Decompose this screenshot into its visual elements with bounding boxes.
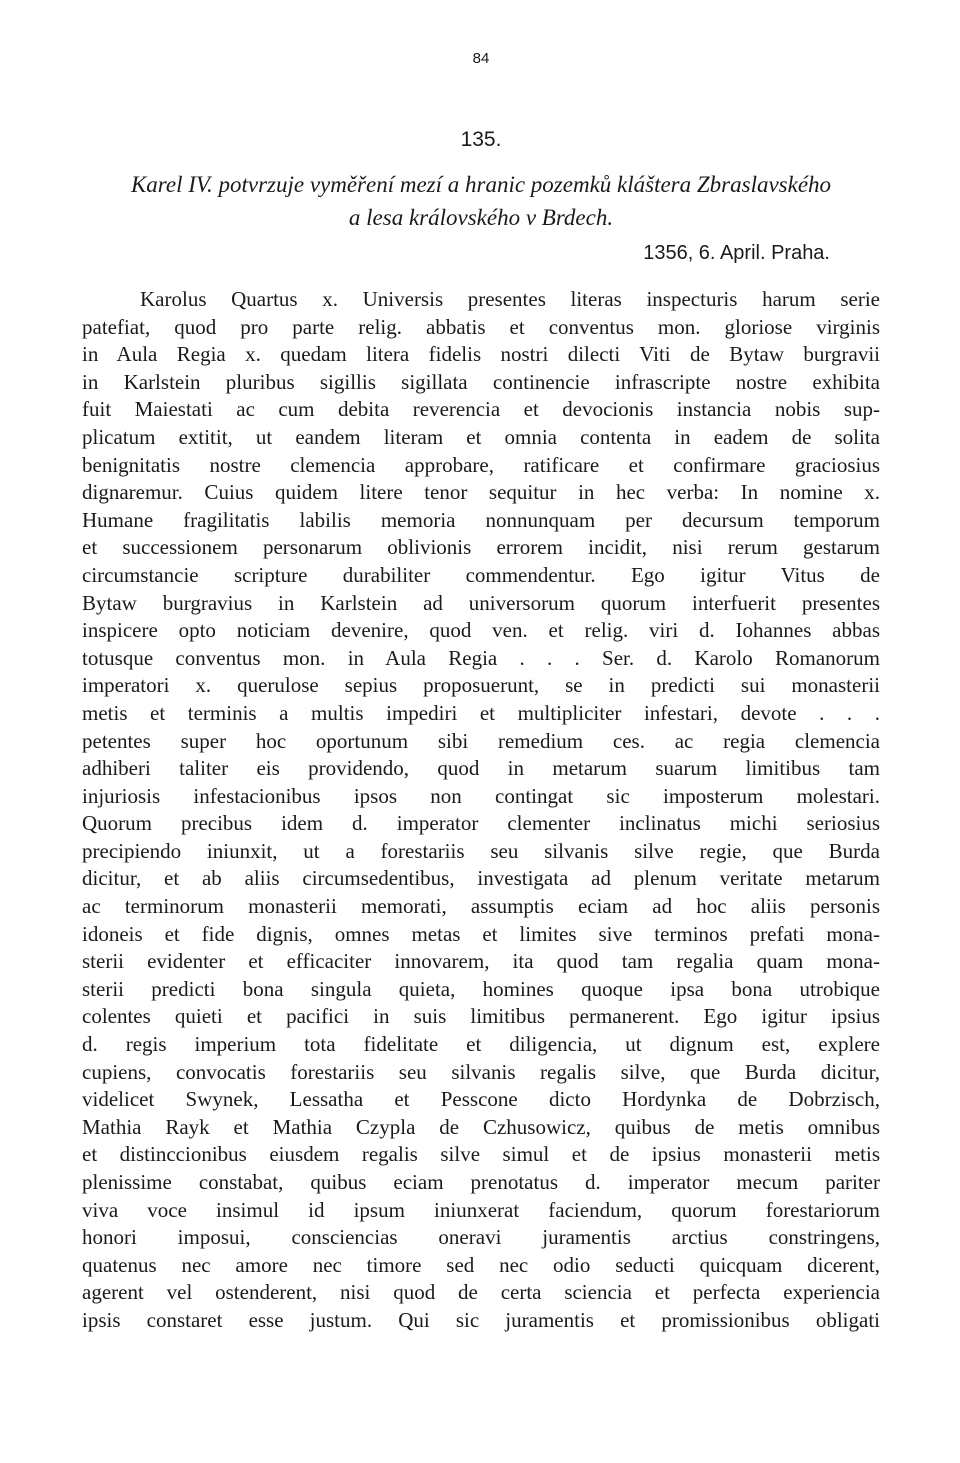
text-line: patefiat, quod pro parte relig. abbatis et conventus mon. gloriose virginis xyxy=(82,314,880,339)
text-line: sterii evidenter et efficaciter innovarem, ita quod tam regalia quam mona- xyxy=(82,949,880,974)
text-line: totusque conventus mon. in Aula Regia . . . Ser. d. Karolo Romanorum xyxy=(82,645,880,670)
text-line: honori imposui, consciencias oneravi juramentis arctius constringens, xyxy=(82,1225,880,1250)
text-line: in Aula Regia x. quedam litera fidelis nostri dilecti Viti de Bytaw burgravii xyxy=(82,342,880,367)
dateline: 1356, 6. April. Praha. xyxy=(643,242,830,264)
text-line: in Karlstein pluribus sigillis sigillata continencie infrascripte nostre exhibita xyxy=(82,369,880,394)
text-line: fuit Maiestati ac cum debita reverencia et devocionis instancia nobis sup- xyxy=(82,397,880,422)
text-line: viva voce insimul id ipsum iniunxerat faciendum, quorum forestariorum xyxy=(82,1197,880,1222)
text-line: metis et terminis a multis impediri et multipliciter infestari, devote . . . xyxy=(82,700,880,725)
text-line: et distinccionibus eiusdem regalis silve simul et de ipsius monasterii metis xyxy=(82,1142,880,1167)
document-number: 135. xyxy=(460,128,502,151)
text-line: quatenus nec amore nec timore sed nec odio seducti quicquam dicerent, xyxy=(82,1252,880,1277)
text-line: petentes super hoc oportunum sibi remedium ces. ac regia clemencia xyxy=(82,728,880,753)
text-line: idoneis et fide dignis, omnes metas et limites sive terminos prefati mona- xyxy=(82,921,880,946)
heading-line: a lesa královského v Brdech. xyxy=(348,205,614,230)
text-line: colentes quieti et pacifici in suis limitibus permanerent. Ego igitur ipsius xyxy=(82,1004,880,1029)
text-line: dicitur, et ab aliis circumsedentibus, investigata ad plenum veritate metarum xyxy=(82,866,880,891)
text-line: Bytaw burgravius in Karlstein ad universorum quorum interfuerit presentes xyxy=(82,590,880,615)
text-line: benignitatis nostre clemencia approbare, ratificare et confirmare graciosius xyxy=(82,452,880,477)
text-line: precipiendo iniunxit, ut a forestariis seu silvanis silve regie, que Burda xyxy=(82,838,880,863)
text-line: plicatum extitit, ut eandem literam et omnia contenta in eadem de solita xyxy=(82,424,880,449)
text-line: adhiberi taliter eis providendo, quod in metarum suarum limitibus tam xyxy=(82,756,880,781)
text-line: ipsis constaret esse justum. Qui sic juramentis et promissionibus obligati xyxy=(82,1307,880,1332)
text-line: inspicere opto noticiam devenire, quod ven. et relig. viri d. Iohannes abbas xyxy=(82,618,880,643)
text-line: circumstancie scripture durabiliter commendentur. Ego igitur Vitus de xyxy=(82,562,880,587)
text-line: d. regis imperium tota fidelitate et diligencia, ut dignum est, explere xyxy=(82,1032,880,1057)
text-line: cupiens, convocatis forestariis seu silvanis regalis silve, que Burda dicitur, xyxy=(82,1059,880,1084)
heading-line: Karel IV. potvrzuje vyměření mezí a hranic pozemků kláštera Zbraslavského xyxy=(130,172,832,197)
text-line: sterii predicti bona singula quieta, homines quoque ipsa bona utrobique xyxy=(82,976,880,1001)
text-line: injuriosis infestacionibus ipsos non contingat sic imposterum molestari. xyxy=(82,783,880,808)
text-line: Humane fragilitatis labilis memoria nonnunquam per decursum temporum xyxy=(82,507,880,532)
page-number: 84 xyxy=(472,50,490,67)
text-line: plenissime constabat, quibus eciam prenotatus d. imperator mecum pariter xyxy=(82,1170,880,1194)
text-line: Karolus Quartus x. Universis presentes literas inspecturis harum serie xyxy=(140,287,880,311)
text-line: agerent vel ostenderent, nisi quod de certa sciencia et perfecta experiencia xyxy=(82,1280,880,1305)
document-heading xyxy=(82,168,880,234)
body-text xyxy=(82,286,880,1335)
text-line: Mathia Rayk et Mathia Czypla de Czhusowicz, quibus de metis omnibus xyxy=(82,1114,880,1139)
text-line: imperatori x. querulose sepius proposuerunt, se in predicti sui monasterii xyxy=(82,673,880,698)
text-line: videlicet Swynek, Lessatha et Pesscone dicto Hordynka de Dobrzisch, xyxy=(82,1087,880,1112)
text-line: et successionem personarum oblivionis errorem incidit, nisi rerum gestarum xyxy=(82,535,880,560)
text-line: dignaremur. Cuius quidem litere tenor sequitur in hec verba: In nomine x. xyxy=(82,480,880,505)
text-line: ac terminorum monasterii memorati, assumptis eciam ad hoc aliis personis xyxy=(82,894,880,919)
text-line: Quorum precibus idem d. imperator clementer inclinatus michi seriosius xyxy=(82,811,880,836)
